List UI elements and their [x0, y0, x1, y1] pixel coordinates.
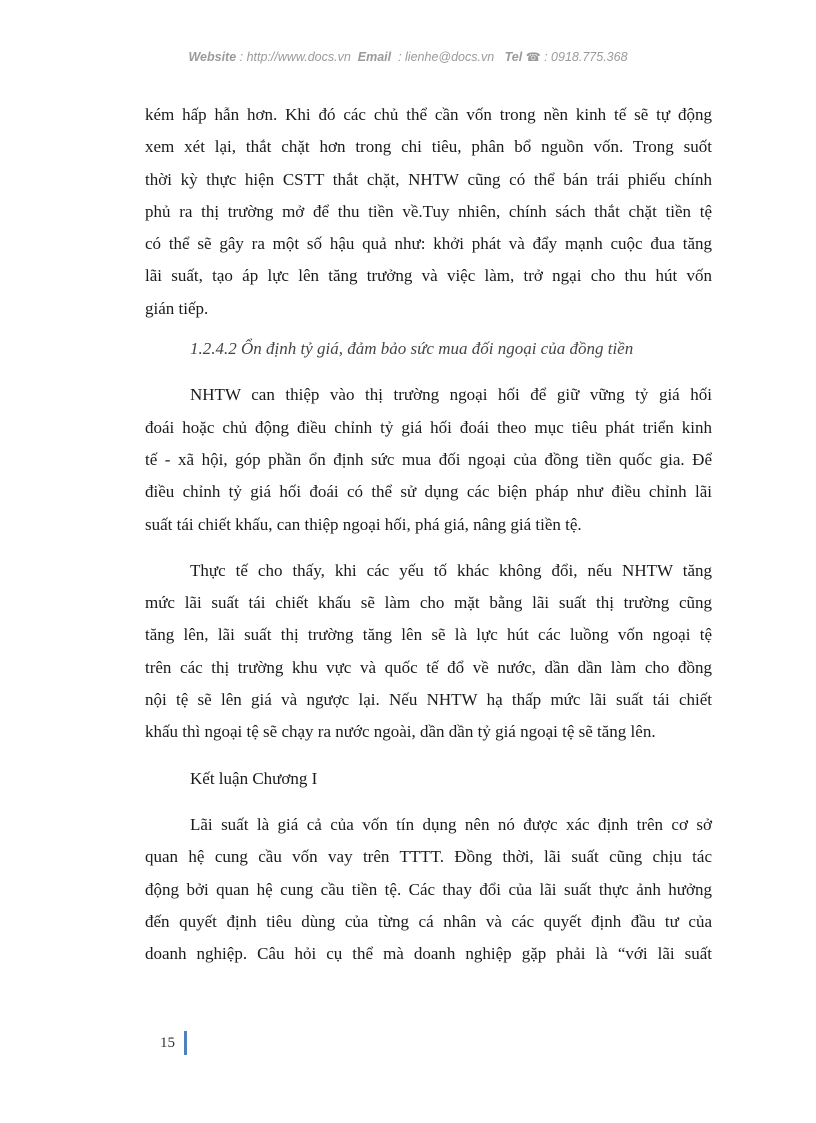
text-line: nội tệ sẽ lên giá và ngược lại. Nếu NHTW hạ thấp mức lãi suất tái chiết: [145, 690, 712, 710]
text-line: đến quyết định tiêu dùng của từng cá nhân và các quyết định đầu tư của: [145, 911, 712, 931]
text-line: đoái hoặc chủ động điều chỉnh tỷ giá hối đoái theo mục tiêu phát triển kinh: [145, 417, 712, 437]
email-value[interactable]: lienhe@docs.vn: [405, 50, 495, 64]
text-line: doanh nghiệp. Câu hỏi cụ thể mà doanh nghiệp gặp phải là “với lãi suất: [145, 944, 712, 964]
chapter-conclusion-title: Kết luận Chương I: [190, 768, 318, 788]
text-line: tăng lên, lãi suất thị trường tăng lên sẽ là lực hút các luồng vốn ngoại tệ: [145, 625, 712, 645]
section-subheading: 1.2.4.2 Ổn định tỷ giá, đảm bảo sức mua đối ngoại của đồng tiền: [190, 339, 634, 359]
text-line: mức lãi suất tái chiết khấu sẽ làm cho mặt bằng lãi suất thị trường cũng: [145, 593, 712, 613]
website-label: Website: [188, 50, 237, 64]
text-line: kém hấp hẫn hơn. Khi đó các chủ thể cần vốn trong nền kinh tế sẽ tự động: [145, 105, 712, 124]
paragraph-conclusion: [145, 809, 712, 970]
page-body: [145, 99, 712, 970]
paragraph-discount-rate: [145, 555, 712, 749]
page-number: 15: [160, 1034, 175, 1051]
tel-label: Tel: [504, 50, 523, 64]
page-header: [0, 50, 816, 64]
text-line: động bởi quan hệ cung cầu tiền tệ. Các thay đổi của lãi suất thực ảnh hưởng: [145, 879, 712, 899]
text-line: Thực tế cho thấy, khi các yếu tố khác không đổi, nếu NHTW tăng: [190, 560, 712, 580]
email-sep: :: [394, 50, 406, 64]
text-line: gián tiếp.: [145, 298, 209, 318]
text-line: tế - xã hội, góp phần ổn định sức mua đối ngoại của đồng tiền quốc gia. Để: [145, 449, 712, 469]
text-line: quan hệ cung cầu vốn vay trên TTTT. Đồng thời, lãi suất cũng chịu tác: [145, 847, 712, 867]
page-footer: [160, 1030, 187, 1056]
text-line: thời kỳ thực hiện CSTT thắt chặt, NHTW cũng có thể bán trái phiếu chính: [145, 169, 712, 189]
text-line: lãi suất, tạo áp lực lên tăng trưởng và việc làm, trở ngại cho thu hút vốn: [145, 266, 712, 286]
text-line: phủ ra thị trường mở để thu tiền về.Tuy nhiên, chính sách thắt chặt tiền tệ: [145, 201, 712, 221]
text-line: khấu thì ngoại tệ sẽ chạy ra nước ngoài, dần dần tỷ giá ngoại tệ sẽ tăng lên.: [145, 722, 656, 742]
text-line: điều chỉnh tỷ giá hối đoái có thể sử dụng các biện pháp như điều chỉnh lãi: [145, 482, 712, 502]
paragraph-tight-policy: [145, 99, 712, 325]
text-line: xem xét lại, thắt chặt hơn trong chi tiêu, phân bổ nguồn vốn. Trong suốt: [145, 137, 712, 157]
text-line: NHTW can thiệp vào thị trường ngoại hối để giữ vững tỷ giá hối: [190, 385, 712, 405]
email-label: Email: [357, 50, 392, 64]
text-line: suất tái chiết khấu, can thiệp ngoại hối, phá giá, nâng giá tiền tệ.: [145, 514, 582, 534]
website-sep: :: [236, 50, 247, 64]
footer-accent-bar: [184, 1031, 187, 1055]
text-line: Lãi suất là giá cả của vốn tín dụng nên nó được xác định trên cơ sở: [190, 814, 712, 834]
paragraph-exchange-rate: [145, 379, 712, 540]
website-url[interactable]: http://www.docs.vn: [246, 50, 351, 64]
tel-value: : 0918.775.368: [540, 50, 628, 64]
text-line: có thể sẽ gây ra một số hậu quả như: khởi phát và đẩy mạnh cuộc đua tăng: [145, 234, 712, 254]
text-line: trên các thị trường khu vực và quốc tế đổ về nước, dần dần làm cho đồng: [145, 657, 712, 677]
phone-icon: ☎: [525, 50, 541, 64]
